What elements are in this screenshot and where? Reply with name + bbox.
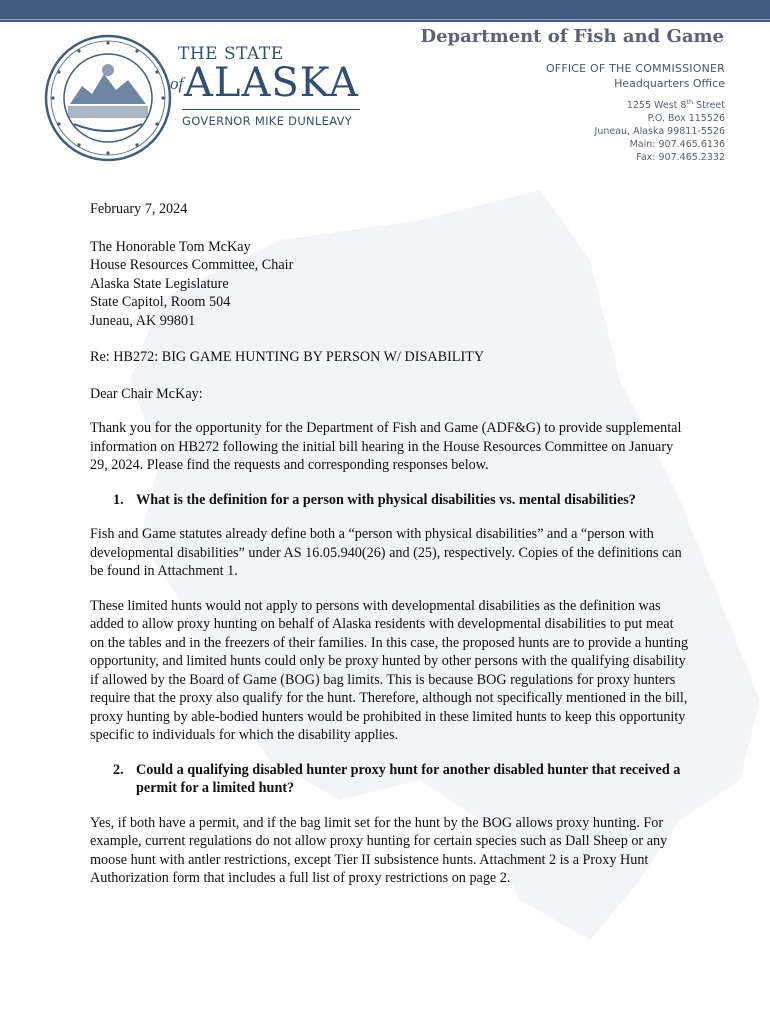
intro-paragraph: Thank you for the opportunity for the Department of Fish and Game (ADF&G) to provide supplemental information on HB272 following the initial bill hearing in the House Resources Committee on January 29, 2024. Please find the requests and corresponding responses below. bbox=[90, 420, 682, 473]
subject-line: Re: HB272: BIG GAME HUNTING BY PERSON W/ DISABILITY bbox=[90, 349, 485, 365]
question-2 bbox=[90, 761, 690, 798]
state-name: ALASKA bbox=[184, 60, 359, 106]
recipient-line: Alaska State Legislature bbox=[90, 275, 229, 292]
recipient-line: Juneau, AK 99801 bbox=[90, 312, 196, 329]
answer-2-paragraph: Yes, if both have a permit, and if the bag limit set for the hunt by the BOG allows proxy hunting. For example, current regulations do not allow proxy hunting for certain species such as Dall Sheep or any moose hunt with antler restrictions, except Tier II subsistence hunts. Attachment 2 is a Proxy Hunt Authorization form that includes a full list of proxy restrictions on page 2. bbox=[90, 814, 668, 886]
state-seal-icon bbox=[44, 34, 172, 162]
state-title: THE STATE bbox=[178, 44, 284, 64]
po-box: P.O. Box 115526 bbox=[647, 113, 725, 125]
answer-1-paragraph-2: These limited hunts would not apply to persons with developmental disabilities as the definition was added to allow proxy hunting on behalf of Alaska residents with developmental disabilities to put meat on the tables and in the freezers of their families. In this case, the proposed hunts are to provide a hunting opportunity, and limited hunts could only be proxy hunted by other persons with the qualifying disability if allowed by the Board of Game (BOG) bag limits. This is because BOG regulations for proxy hunters require that the proxy also qualify for the hunt. Therefore, although not specifically mentioned in the bill, proxy hunting by able-bodied hunters would be prohibited in these limited hunts to keep this opportunity specific to individuals for which the disability applies. bbox=[90, 597, 689, 743]
street-address: 1255 West 8th Street bbox=[626, 98, 725, 112]
recipient-line: House Resources Committee, Chair bbox=[90, 257, 294, 273]
recipient-line: State Capitol, Room 504 bbox=[90, 294, 231, 310]
office-subtitle: Headquarters Office bbox=[614, 77, 725, 90]
question-number: 2. bbox=[113, 761, 124, 778]
office-address-block bbox=[546, 62, 725, 164]
city-line: Juneau, Alaska 99811-5526 bbox=[594, 126, 725, 138]
divider bbox=[182, 109, 360, 110]
question-number: 1. bbox=[113, 491, 124, 508]
letter-date: February 7, 2024 bbox=[90, 201, 188, 217]
salutation: Dear Chair McKay: bbox=[90, 385, 203, 402]
question-text: What is the definition for a person with physical disabilities vs. mental disabilities? bbox=[136, 491, 636, 508]
header-bar bbox=[0, 0, 770, 22]
recipient-line: The Honorable Tom McKay bbox=[90, 238, 251, 255]
department-title: Department of Fish and Game bbox=[420, 26, 724, 47]
main-phone: Main: 907.465.6136 bbox=[629, 139, 725, 151]
fax-number: Fax: 907.465.2332 bbox=[636, 152, 725, 164]
answer-1-paragraph-1: Fish and Game statutes already define both a “person with physical disabilities” and a “person with developmental disabilities” under AS 16.05.940(26) and (25), respectively. Copies of the definitions can be found in Attachment 1. bbox=[90, 526, 682, 579]
letter-body bbox=[90, 200, 690, 904]
question-1 bbox=[90, 491, 690, 510]
question-text: Could a qualifying disabled hunter proxy hunt for another disabled hunter that received a permit for a limited hunt? bbox=[136, 761, 681, 796]
governor-name: GOVERNOR MIKE DUNLEAVY bbox=[182, 114, 353, 128]
office-name: OFFICE OF THE COMMISSIONER bbox=[545, 62, 725, 75]
recipient-address bbox=[90, 238, 690, 331]
state-of: of bbox=[170, 74, 184, 93]
